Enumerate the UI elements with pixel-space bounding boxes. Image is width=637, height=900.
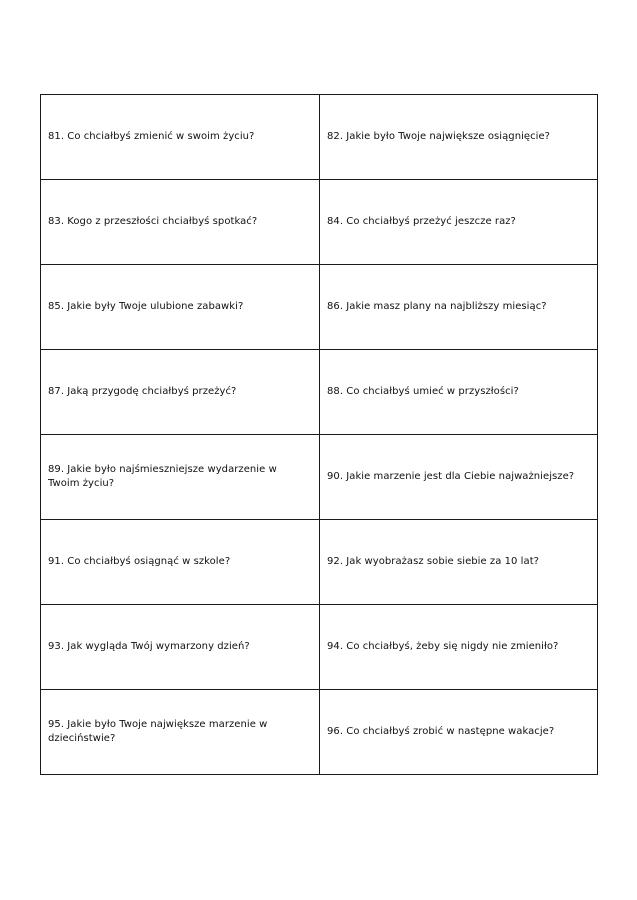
question-card: 86. Jakie masz plany na najbliższy miesiąc? [320,265,598,350]
question-card: 82. Jakie było Twoje największe osiągnięcie? [320,95,598,180]
question-card: 87. Jaką przygodę chciałbyś przeżyć? [41,350,320,435]
question-card-grid [40,94,598,775]
question-card: 88. Co chciałbyś umieć w przyszłości? [320,350,598,435]
question-card: 90. Jakie marzenie jest dla Ciebie najważniejsze? [320,435,598,520]
question-card: 83. Kogo z przeszłości chciałbyś spotkać? [41,180,320,265]
card-row [41,605,598,690]
card-row [41,520,598,605]
question-card: 92. Jak wyobrażasz sobie siebie za 10 lat? [320,520,598,605]
question-card: 95. Jakie było Twoje największe marzenie w dzieciństwie? [41,690,320,775]
card-row [41,95,598,180]
card-row [41,690,598,775]
question-card: 91. Co chciałbyś osiągnąć w szkole? [41,520,320,605]
card-row [41,435,598,520]
card-row [41,180,598,265]
card-row [41,350,598,435]
question-card: 96. Co chciałbyś zrobić w następne wakacje? [320,690,598,775]
question-card: 81. Co chciałbyś zmienić w swoim życiu? [41,95,320,180]
question-card: 85. Jakie były Twoje ulubione zabawki? [41,265,320,350]
question-card: 94. Co chciałbyś, żeby się nigdy nie zmieniło? [320,605,598,690]
question-card: 84. Co chciałbyś przeżyć jeszcze raz? [320,180,598,265]
question-card: 93. Jak wygląda Twój wymarzony dzień? [41,605,320,690]
question-card: 89. Jakie było najśmieszniejsze wydarzenie w Twoim życiu? [41,435,320,520]
card-row [41,265,598,350]
